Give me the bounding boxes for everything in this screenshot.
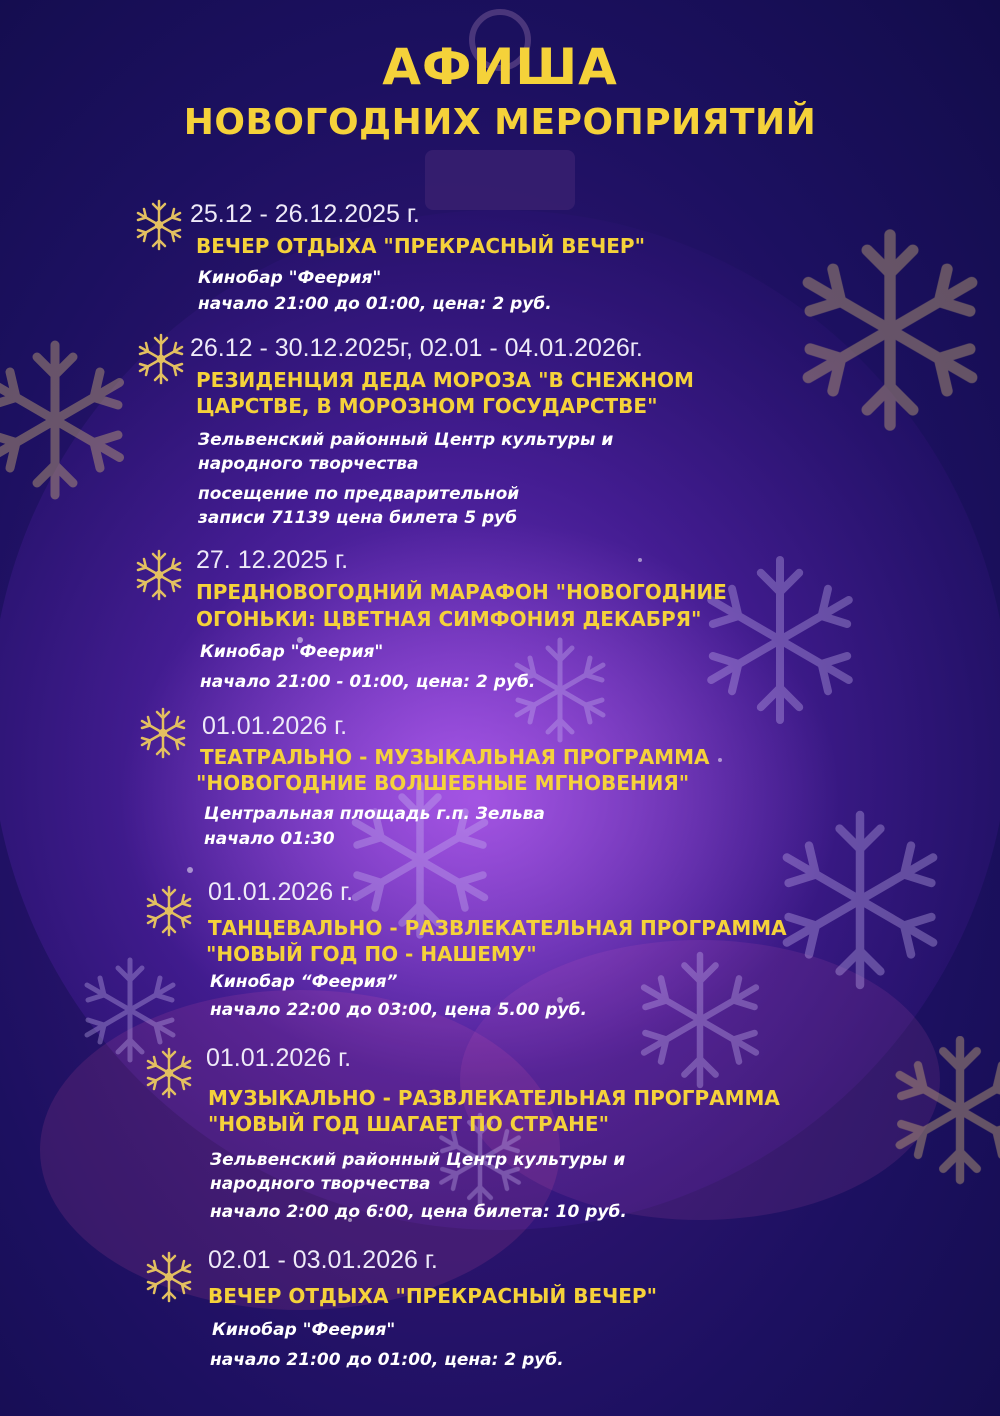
- event-details: начало 21:00 до 01:00, цена: 2 руб.: [210, 1350, 564, 1370]
- event-details: начало 21:00 до 01:00, цена: 2 руб.: [198, 294, 552, 314]
- event-venue: Центральная площадь г.п. Зельва: [204, 804, 545, 824]
- event-title-line: ВЕЧЕР ОТДЫХА "ПРЕКРАСНЫЙ ВЕЧЕР": [196, 234, 646, 258]
- event-title-line: "НОВЫЙ ГОД ШАГАЕТ ПО СТРАНЕ": [208, 1112, 610, 1136]
- event-venue: Кинобар “Феерия”: [210, 972, 398, 992]
- event-date: 02.01 - 03.01.2026 г.: [208, 1246, 438, 1274]
- event-date: 26.12 - 30.12.2025г, 02.01 - 04.01.2026г.: [190, 334, 643, 362]
- event-date: 27. 12.2025 г.: [196, 546, 349, 574]
- event-title-line: МУЗЫКАЛЬНО - РАЗВЛЕКАТЕЛЬНАЯ ПРОГРАММА: [208, 1086, 780, 1110]
- snowflake-icon: [132, 548, 186, 602]
- event-venue: Кинобар "Феерия": [212, 1320, 396, 1340]
- event-details: начало 21:00 - 01:00, цена: 2 руб.: [200, 672, 536, 692]
- event-title-line: ВЕЧЕР ОТДЫХА "ПРЕКРАСНЫЙ ВЕЧЕР": [208, 1284, 658, 1308]
- event-venue: Кинобар "Феерия": [198, 268, 382, 288]
- event-venue: народного творчества: [198, 454, 419, 474]
- event-title-line: РЕЗИДЕНЦИЯ ДЕДА МОРОЗА "В СНЕЖНОМ: [196, 368, 694, 392]
- event-title-line: "НОВЫЙ ГОД ПО - НАШЕМУ": [206, 942, 537, 966]
- event-details: посещение по предварительной: [198, 484, 520, 504]
- event-details: начало 22:00 до 03:00, цена 5.00 руб.: [210, 1000, 587, 1020]
- event-title-line: ОГОНЬКИ: ЦВЕТНАЯ СИМФОНИЯ ДЕКАБРЯ": [196, 607, 702, 631]
- snowflake-icon: [134, 332, 188, 386]
- event-date: 01.01.2026 г.: [206, 1044, 352, 1072]
- event-venue: Зельвенский районный Центр культуры и: [198, 430, 614, 450]
- snowflake-icon: [142, 884, 196, 938]
- event-title-line: ТАНЦЕВАЛЬНО - РАЗВЛЕКАТЕЛЬНАЯ ПРОГРАММА: [208, 916, 787, 940]
- snowflake-icon: [132, 198, 186, 252]
- event-title-line: "НОВОГОДНИЕ ВОЛШЕБНЫЕ МГНОВЕНИЯ": [196, 771, 690, 795]
- event-title-line: ТЕАТРАЛЬНО - МУЗЫКАЛЬНАЯ ПРОГРАММА: [200, 745, 710, 769]
- event-details: записи 71139 цена билета 5 руб: [198, 508, 518, 528]
- event-date: 01.01.2026 г.: [208, 878, 354, 906]
- event-venue: Кинобар "Феерия": [200, 642, 384, 662]
- snowflake-icon: [142, 1046, 196, 1100]
- event-date: 01.01.2026 г.: [202, 712, 348, 740]
- event-date: 25.12 - 26.12.2025 г.: [190, 200, 420, 228]
- event-venue: народного творчества: [210, 1174, 431, 1194]
- snowflake-icon: [136, 706, 190, 760]
- snowflake-icon: [142, 1250, 196, 1304]
- event-venue: Зельвенский районный Центр культуры и: [210, 1150, 626, 1170]
- page-title: АФИША: [382, 38, 618, 96]
- event-title-line: ПРЕДНОВОГОДНИЙ МАРАФОН "НОВОГОДНИЕ: [196, 580, 727, 604]
- event-details: начало 01:30: [204, 829, 335, 849]
- event-title-line: ЦАРСТВЕ, В МОРОЗНОМ ГОСУДАРСТВЕ": [196, 394, 658, 418]
- event-details: начало 2:00 до 6:00, цена билета: 10 руб.: [210, 1202, 627, 1222]
- page-subtitle: НОВОГОДНИХ МЕРОПРИЯТИЙ: [183, 102, 817, 143]
